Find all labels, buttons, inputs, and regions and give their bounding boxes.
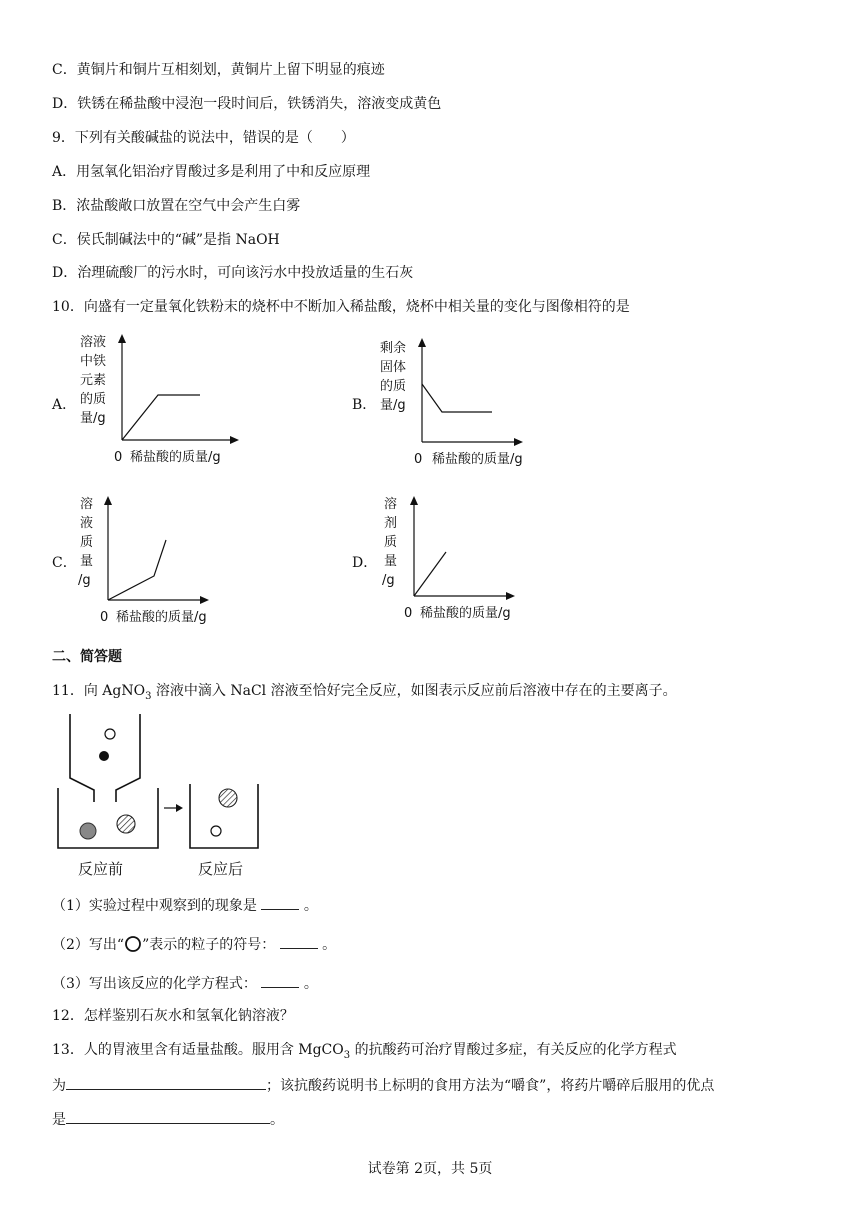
graph-b-origin: 0	[414, 452, 423, 467]
drop-black-ion	[99, 751, 109, 761]
graph-d-label: D．	[352, 555, 378, 571]
graph-c-ylabel-0: 溶	[80, 497, 94, 512]
graph-c-curve	[108, 540, 166, 600]
q11-stem: 11．向 AgNO$_3$ 溶液中滴入 NaCl 溶液至恰好完全反应，如图表示反应前后溶液中存在的主要离子。	[52, 683, 677, 702]
graph-a-ylabel-2: 元素	[80, 373, 107, 388]
graph-a-x-arrow	[230, 436, 239, 444]
graph-a-y-arrow	[118, 334, 126, 343]
q13-blank2[interactable]	[66, 1109, 270, 1124]
before-gray-ion	[80, 823, 96, 839]
graph-c-label: C．	[52, 555, 77, 571]
drop-open-ion	[105, 729, 115, 739]
q9-option-c: C．侯氏制碱法中的“碱”是指 NaOH	[52, 232, 280, 248]
q10-stem: 10．向盛有一定量氧化铁粉末的烧杯中不断加入稀盐酸，烧杯中相关量的变化与图像相符的是	[52, 299, 630, 315]
q12-stem: 12．怎样鉴别石灰水和氢氧化钠溶液？	[52, 1008, 294, 1024]
graph-c-ylabel-3: 量	[80, 554, 94, 569]
q13-line3: 是 。	[52, 1109, 284, 1129]
ion-reaction-diagram	[52, 710, 272, 880]
q8-option-d: D．铁锈在稀盐酸中浸泡一段时间后，铁锈消失，溶液变成黄色	[52, 96, 442, 112]
graph-a-ylabel-3: 的质	[80, 392, 107, 407]
label-after: 反应后	[198, 860, 244, 878]
q11-blank3[interactable]	[261, 973, 299, 988]
graph-d-ylabel-4: /g	[382, 573, 395, 588]
graph-a	[76, 330, 256, 470]
graph-b-ylabel-2: 的质	[380, 379, 407, 394]
graph-b-xlabel: 稀盐酸的质量/g	[432, 452, 523, 467]
after-open-ion	[211, 826, 221, 836]
beaker-before	[58, 788, 158, 848]
graph-d-curve	[414, 552, 446, 596]
q13-line1: 13．人的胃液里含有适量盐酸。服用含 MgCO$_3$ 的抗酸药可治疗胃酸过多症，有关反应的化学方程式	[52, 1042, 677, 1061]
q11-blank2[interactable]	[280, 934, 318, 949]
reaction-arrowhead	[176, 804, 183, 812]
graph-b-y-arrow	[418, 338, 426, 347]
page-footer: 试卷第 2页，共 5页	[367, 1161, 493, 1177]
graph-b	[376, 334, 556, 474]
graph-b-ylabel-0: 剩余	[380, 341, 407, 356]
q13-blank1[interactable]	[66, 1075, 266, 1090]
graph-d-xlabel: 稀盐酸的质量/g	[420, 606, 511, 621]
graph-d-origin: 0	[404, 606, 413, 621]
graph-a-ylabel-1: 中铁	[80, 354, 107, 369]
graph-b-x-arrow	[514, 438, 523, 446]
graph-d	[376, 490, 556, 630]
graph-c-x-arrow	[200, 596, 209, 604]
section-heading: 二、简答题	[52, 649, 122, 665]
graph-b-curve	[422, 384, 492, 412]
graph-b-ylabel-3: 量/g	[380, 398, 406, 413]
graph-c-xlabel: 稀盐酸的质量/g	[116, 610, 207, 625]
graph-c-y-arrow	[104, 496, 112, 505]
graph-b-ylabel-1: 固体	[380, 360, 407, 375]
q11-part1: （1）实验过程中观察到的现象是 。	[52, 895, 318, 915]
graph-b-label: B．	[352, 397, 377, 413]
q9-option-d: D．治理硫酸厂的污水时，可向该污水中投放适量的生石灰	[52, 265, 414, 281]
q11-blank1[interactable]	[261, 895, 299, 910]
q8-option-c: C．黄铜片和铜片互相刻划，黄铜片上留下明显的痕迹	[52, 62, 385, 78]
graph-c-ylabel-1: 液	[80, 516, 94, 531]
graph-d-y-arrow	[410, 496, 418, 505]
graph-a-label: A．	[52, 397, 77, 413]
dropper-right-wall	[116, 714, 140, 802]
label-before: 反应前	[78, 860, 124, 878]
q9-option-b: B．浓盐酸敞口放置在空气中会产生白雾	[52, 198, 301, 214]
graph-c	[76, 490, 256, 630]
q11-part3: （3）写出该反应的化学方程式： 。	[52, 973, 318, 993]
q9-stem: 9．下列有关酸碱盐的说法中，错误的是（ ）	[52, 130, 355, 146]
graph-d-x-arrow	[506, 592, 515, 600]
graph-a-ylabel-4: 量/g	[80, 411, 106, 426]
graph-d-ylabel-2: 质	[384, 535, 398, 550]
graph-c-ylabel-2: 质	[80, 535, 94, 550]
after-hatched-ion	[219, 789, 237, 807]
q13-line2: 为 ；该抗酸药说明书上标明的食用方法为“嚼食”，将药片嚼碎后服用的优点	[52, 1075, 714, 1095]
q9-option-a: A．用氢氧化铝治疗胃酸过多是利用了中和反应原理	[52, 164, 371, 180]
open-circle-icon	[124, 935, 142, 953]
q11-part2: （2）写出“ ”表示的粒子的符号： 。	[52, 934, 336, 954]
graph-a-xlabel: 稀盐酸的质量/g	[130, 450, 221, 465]
graph-d-ylabel-0: 溶	[384, 497, 398, 512]
graph-d-ylabel-3: 量	[384, 554, 398, 569]
graph-c-ylabel-4: /g	[78, 573, 91, 588]
graph-a-curve	[122, 395, 200, 440]
before-hatched-ion	[117, 815, 135, 833]
graph-d-ylabel-1: 剂	[384, 516, 398, 531]
graph-c-origin: 0	[100, 610, 109, 625]
graph-a-ylabel-0: 溶液	[80, 335, 107, 350]
dropper-left-wall	[70, 714, 94, 802]
graph-a-origin: 0	[114, 450, 123, 465]
